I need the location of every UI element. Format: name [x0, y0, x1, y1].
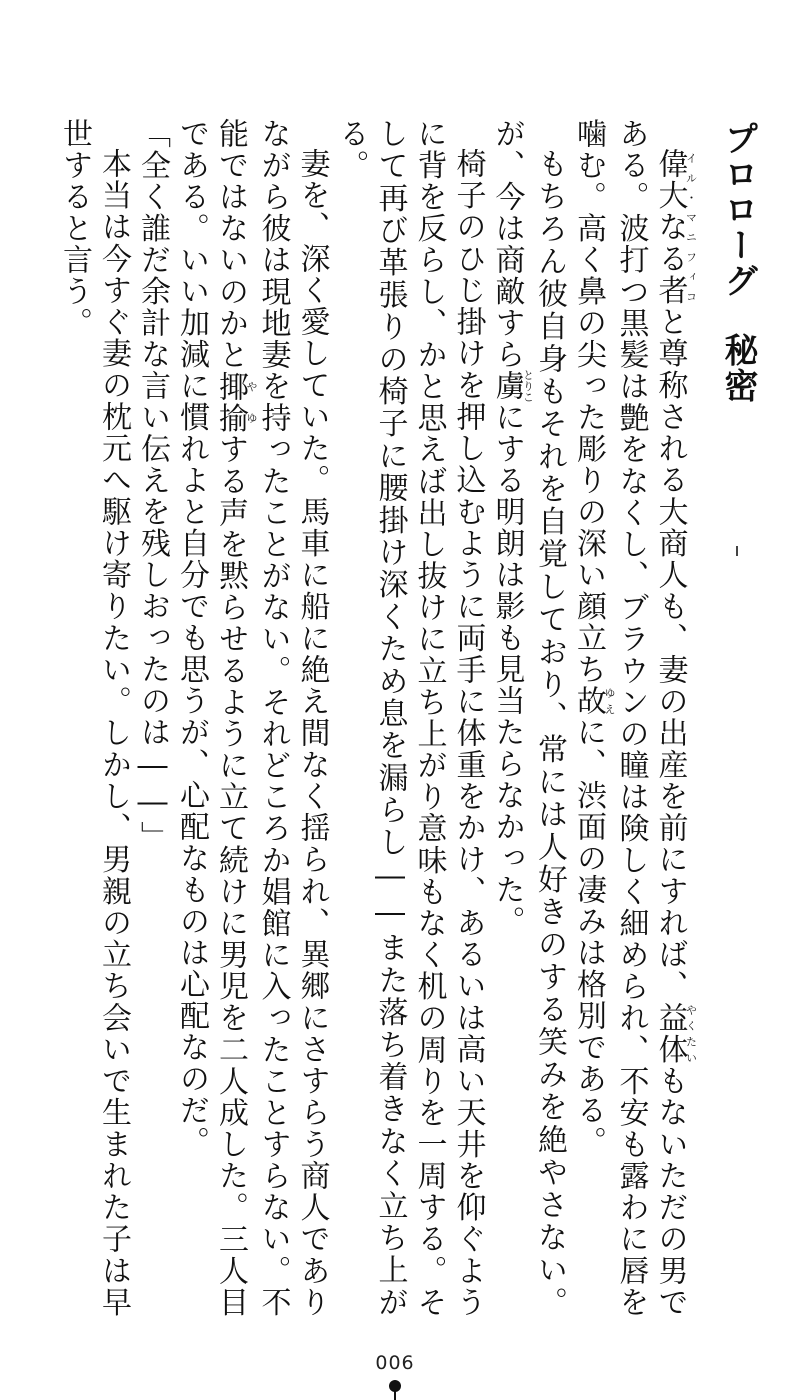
ruby-base: 偉大なる者: [652, 148, 688, 307]
text-run: にする明朗は影も見当たらなかった。: [489, 401, 525, 937]
ruby-base: 益体: [652, 1001, 688, 1066]
ruby-base: 故: [571, 685, 606, 717]
text-run: 本当は今すぐ妻の枕元へ駆け寄りたい。しかし、男親の立ち会いで生まれた子は早世すると言う。: [57, 118, 131, 1318]
page-marker-line: [394, 1390, 396, 1400]
paragraph: [172, 118, 332, 1318]
ruby-reading: ゆえ: [603, 685, 616, 717]
paragraph: [55, 118, 133, 1318]
text-run: もちろん彼自身もそれを自覚しており、常には人好きのする笑みを絶やさない。が、今は商敵すら: [489, 118, 567, 1318]
text-run: する声を黙らせるように立て続けに男児を二人成した。三人目である。いい加減に慣れよと自分でも思うが、心配なものは心配なのだ。: [174, 118, 248, 1319]
ruby-base: 揶揄: [213, 370, 248, 434]
ruby-reading: とりこ: [521, 369, 535, 403]
page-number: 006: [375, 1352, 415, 1374]
text-run: もないただの男である。波打つ黒髪は艶をなくし、ブラウンの瞳は険しく細められ、不安も露わに唇を噛む。高く鼻の尖った彫りの深い顔立ち: [571, 118, 688, 1318]
ruby-word: [213, 370, 258, 434]
chapter-title-main: プロローグ: [718, 121, 758, 299]
stray-print-mark: [736, 546, 738, 556]
ruby-word: [489, 369, 535, 403]
paragraph: [488, 118, 570, 1318]
ruby-reading: やゆ: [245, 370, 258, 434]
ruby-reading: やくたい: [684, 1001, 698, 1065]
ruby-word: [571, 685, 616, 717]
paragraph: [332, 118, 488, 1318]
text-run: と尊称される大商人も、妻の出産を前にすれば、: [652, 306, 688, 1002]
ruby-reading: イル・マニフィコ: [684, 148, 698, 306]
vertical-text-body: [57, 118, 758, 1319]
ruby-base: 虜: [489, 369, 525, 403]
chapter-title: [718, 118, 758, 1318]
ruby-word: [652, 148, 698, 307]
paragraph: [569, 118, 697, 1318]
dialogue-line: [133, 118, 172, 1318]
text-run: 椅子のひじ掛けを押し込むように両手に体重をかけ、あるいは高い天井を仰ぐように背を反らし、かと思えば出し抜けに立ち上がり意味もなく机の周りを一周する。そして再び革張りの椅子に腰掛け深くため息を漏らし――また落ち着きなく立ち上がる。: [333, 118, 486, 1318]
text-run: 「全く誰だ余計な言い伝えを残しおったのは――」: [135, 118, 170, 853]
chapter-title-sub: 秘密: [718, 332, 758, 404]
text-run: 妻を、深く愛していた。馬車に船に絶え間なく揺られ、異郷にさすらう商人でありながら彼は現地妻を持ったことがない。それどころか娼館に入ったことすらない。不能ではないのかと: [213, 118, 330, 1318]
paragraph-list: [55, 118, 697, 1318]
text-run: に、渋面の凄みは格別である。: [571, 716, 606, 1158]
ruby-word: [652, 1001, 698, 1066]
